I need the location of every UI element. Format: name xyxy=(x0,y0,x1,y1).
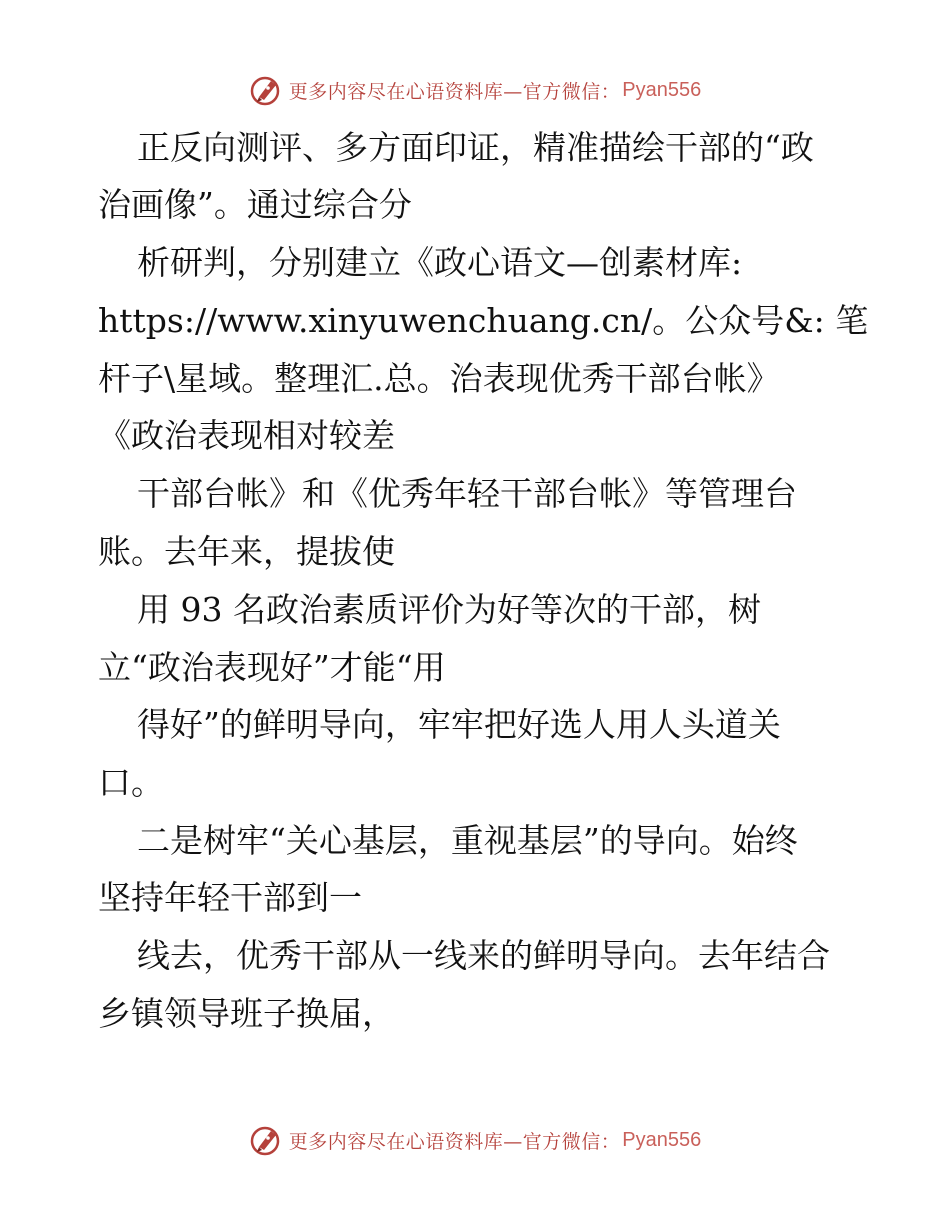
text-line: https://www.xinyuwenchuang.cn/。公众号&: 笔 xyxy=(98,301,869,340)
text-line: 杆子\星域。整理汇.总。治表现优秀干部台帐》 xyxy=(98,359,780,398)
text-line: 坚持年轻干部到一 xyxy=(98,878,362,917)
watermark-account: Pyan556 xyxy=(622,1128,702,1151)
text-line: 立“政治表现好”才能“用 xyxy=(98,648,446,687)
text-line: 乡镇领导班子换届， xyxy=(98,994,395,1033)
footer-watermark xyxy=(0,1120,950,1160)
text-line: 《政治表现相对较差 xyxy=(98,416,395,455)
watermark-text: 更多内容尽在心语资料库—官方微信： xyxy=(288,1130,621,1153)
text-line: 线去，优秀干部从一线来的鲜明导向。去年结合 xyxy=(137,936,830,975)
watermark-account: Pyan556 xyxy=(622,78,702,101)
text-line: 账。去年来，提拔使 xyxy=(98,532,395,571)
text-line: 正反向测评、多方面印证，精准描绘干部的“政 xyxy=(137,128,814,167)
text-line: 口。 xyxy=(98,763,164,802)
text-line: 得好”的鲜明导向，牢牢把好选人用人头道关 xyxy=(137,705,781,744)
watermark-text: 更多内容尽在心语资料库—官方微信： xyxy=(288,80,621,103)
text-line: 治画像”。通过综合分 xyxy=(98,185,412,224)
text-line: 析研判，分别建立《政心语文—创素材库: xyxy=(137,243,743,282)
pen-nib-seal-icon xyxy=(249,73,283,107)
text-line: 二是树牢“关心基层，重视基层”的导向。始终 xyxy=(137,821,798,860)
header-watermark xyxy=(0,70,950,110)
text-line: 干部台帐》和《优秀年轻干部台帐》等管理台 xyxy=(137,474,797,513)
text-line: 用 93 名政治素质评价为好等次的干部，树 xyxy=(137,590,761,629)
pen-nib-seal-icon xyxy=(249,1123,283,1157)
